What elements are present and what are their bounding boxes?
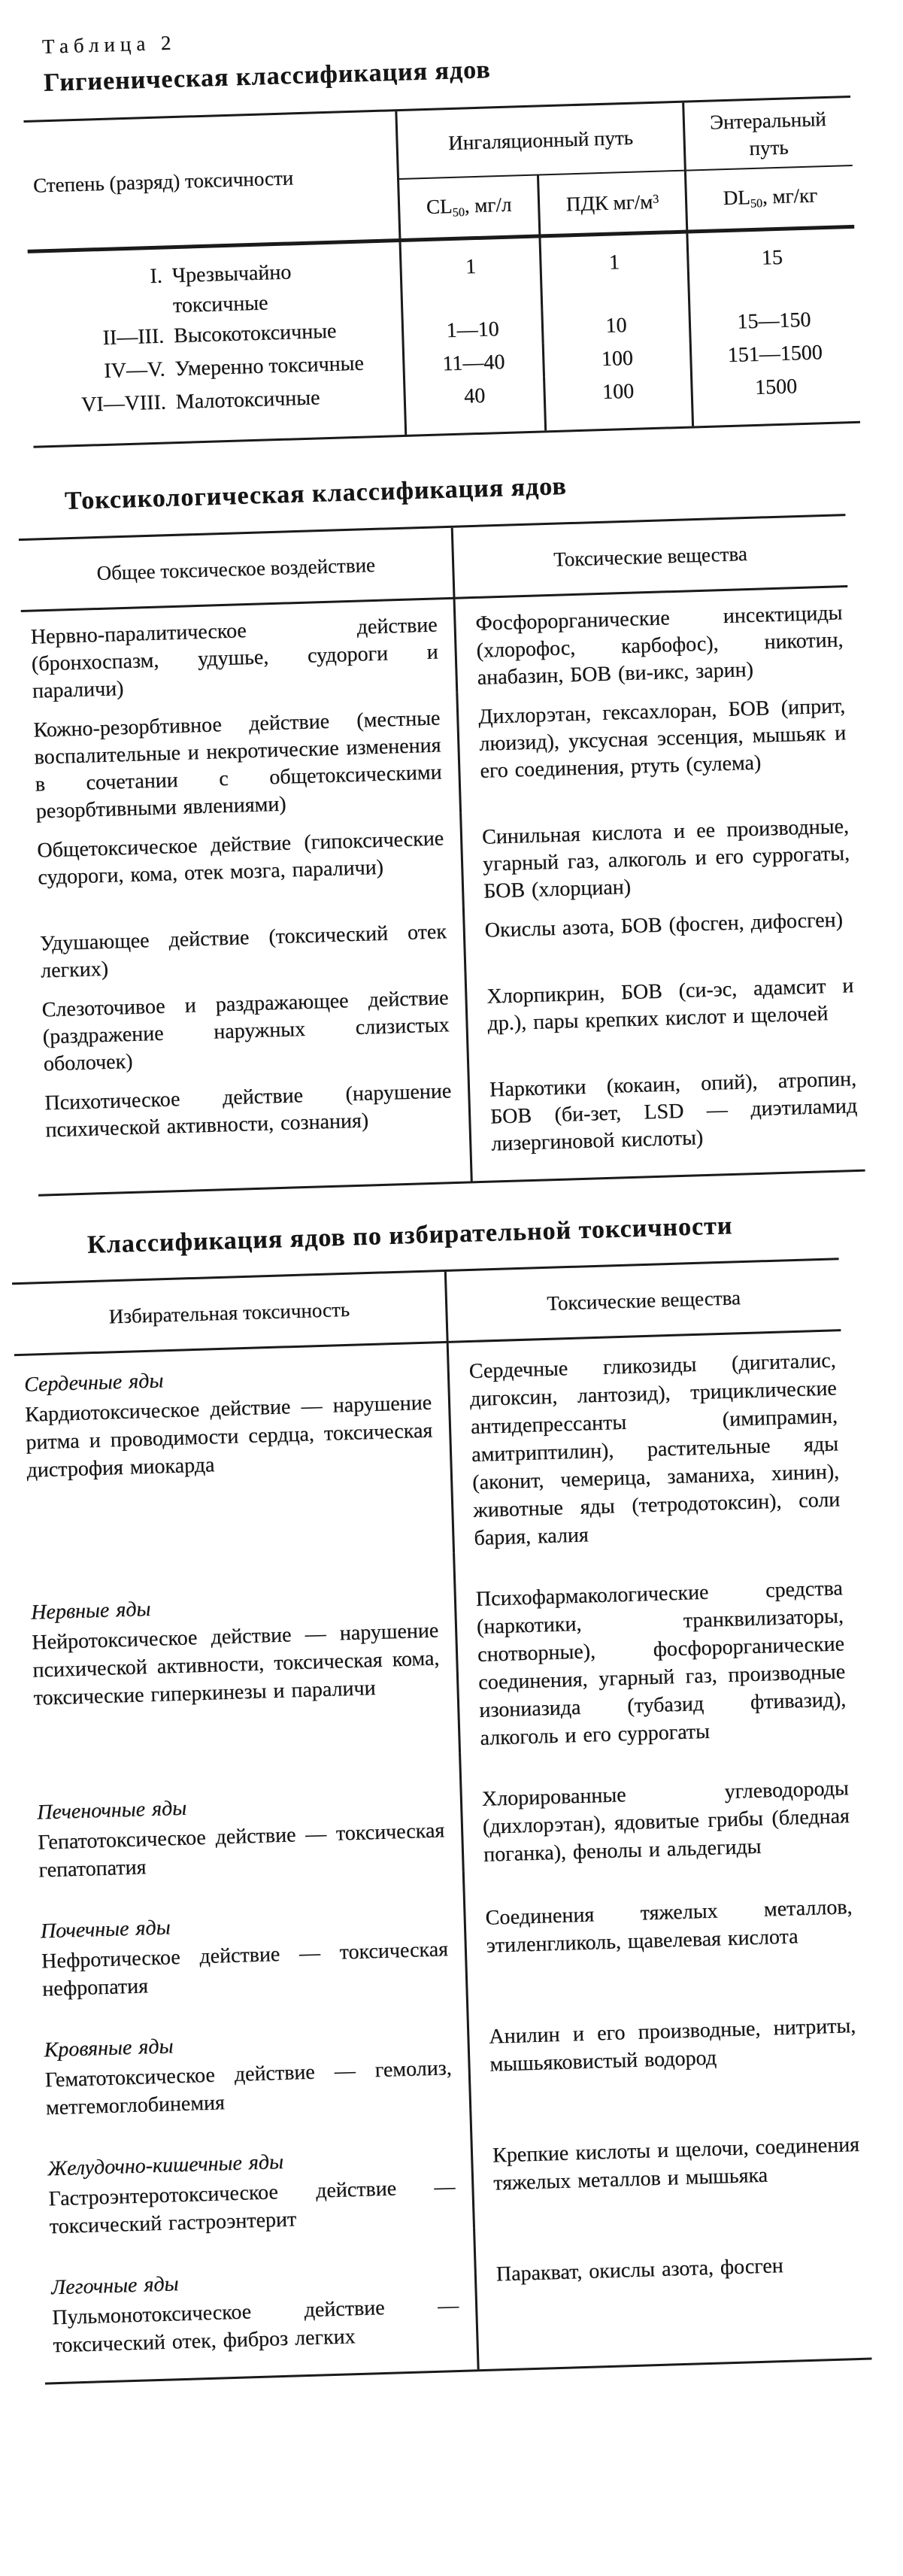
selective-toxicity-table xyxy=(12,1258,872,2384)
header-dl50 xyxy=(686,166,854,234)
poison-group-name: Сердечные яды xyxy=(23,1369,164,1397)
poison-group-action: Пульмонотоксическое действие — токсический отек, фиброз легких xyxy=(51,2294,459,2358)
pdk-value: 100 xyxy=(545,372,694,430)
dl50-value: 1500 xyxy=(754,375,798,399)
toxicity-class-name: Умеренно токсичные xyxy=(174,351,365,381)
table-row xyxy=(32,381,407,446)
substances-cell: Крепкие кислоты и щелочи, соединения тяжелых металлов и мышьяка xyxy=(492,2132,860,2195)
cl50-value: 40 xyxy=(405,376,547,435)
dl50-symbol: DL xyxy=(723,186,751,210)
poison-group-action: Гастроэнтеротоксическое действие — токсический гастроэнтерит xyxy=(48,2175,456,2239)
dl50-value: 15 xyxy=(761,245,783,270)
poison-group-cell xyxy=(41,2228,479,2382)
substances-cell: Наркотики (кокаин, опий), атропин, БОВ (би-зет, LSD — диэтиламид лизергиновой кислоты) xyxy=(489,1067,858,1156)
substances-cell: Сердечные гликозиды (дигиталис, дигоксин, лантозид), трициклические антидепрессанты (имипрамин, амитриптилин), растительные яды (аконит, чемерица, заманиха, хинин), животные яды (тетродотоксин), соли бария, калия xyxy=(468,1349,841,1550)
substances-cell: Психофармакологические средства (наркотики, транквилизаторы, снотворные), фосфорорганические соединения, угарный газ, производные изониазида (тубазид фтивазид), алкоголь и его суррогаты xyxy=(475,1576,847,1750)
header-pdk xyxy=(539,171,688,238)
substances-cell: Анилин и его производные, нитриты, мышьяковистый водород xyxy=(488,2014,856,2077)
toxicity-class-name: Чрезвычайно токсичные xyxy=(171,260,292,318)
header-degree-of-toxicity: Степень (разряд) токсичности xyxy=(24,111,402,253)
header-cl50 xyxy=(399,175,541,242)
substances-cell: Хлорированные углеводороды (дихлорэтан), ядовитые грибы (бледная поганка), фенолы и альдегиды xyxy=(481,1776,850,1867)
header-toxic-substances: Токсические вещества xyxy=(453,516,848,599)
substances-cell: Соединения тяжелых металлов, этиленгликоль, щавелевая кислота xyxy=(485,1895,853,1958)
cl50-value: 1—10 xyxy=(403,310,544,347)
toxic-effect-cell: Нервно-паралитическое действие (бронхоспазм, удушье, судороги и параличи) xyxy=(21,599,458,705)
toxic-effect-cell: Удушающее действие (токсический отек легких) xyxy=(30,906,466,985)
cl50-symbol: CL xyxy=(426,195,453,219)
pdk-value: 100 xyxy=(544,338,692,376)
cl50-unit: , мг/л xyxy=(464,193,512,217)
cl50-value: 11—40 xyxy=(405,343,545,381)
header-toxic-substances: Токсические вещества xyxy=(447,1260,841,1343)
poison-group-action: Гепатотоксическое действие — токсическая гепатопатия xyxy=(37,1819,445,1883)
cl50-subscript: 50 xyxy=(452,205,465,220)
toxic-effect-cell: Слезоточивое и раздражающее действие (раздражение наружных слизистых оболочек) xyxy=(32,972,469,1078)
poison-group-action: Нефротическое действие — токсическая нефропатия xyxy=(41,1937,449,2001)
toxic-effect-cell: Кожно-резорбтивное действие (местные воспалительные и некротические изменения в сочетании с общетоксическими резорбтивными явлениями) xyxy=(24,693,462,826)
header-general-toxic-effect: Общее токсическое воздействие xyxy=(19,528,456,612)
poison-group-cell xyxy=(14,1343,455,1566)
toxicity-class-numeral: I. xyxy=(149,264,163,289)
cl50-value: 1 xyxy=(402,238,544,314)
poison-group-cell xyxy=(30,1872,468,2004)
poison-group-name: Печеночные яды xyxy=(36,1796,187,1825)
pdk-value: 1 xyxy=(541,234,690,311)
header-selective-toxicity: Избирательная токсичность xyxy=(12,1272,449,1356)
pdk-superscript: 3 xyxy=(652,191,659,206)
dl50-unit: , мг/кг xyxy=(762,184,818,208)
section3-title: Классификация ядов по избирательной токсичности xyxy=(86,1212,733,1259)
poison-group-action: Гематотоксическое действие — гемолиз, метгемоглобинемия xyxy=(44,2056,453,2120)
toxicity-class-numeral: II—III. xyxy=(102,324,165,350)
poison-group-action: Нейротоксическое действие — нарушение психической активности, токсическая кома, токсические гиперкинезы и параличи xyxy=(31,1619,440,1710)
toxicity-class-name: Высокотоксичные xyxy=(173,319,337,348)
poison-group-cell xyxy=(20,1553,461,1766)
substances-cell: Фосфорорганические инсектициды (хлорофос, карбофос), никотин, анабазин, БОВ (ви-икс, зарин) xyxy=(475,601,844,690)
poison-group-cell xyxy=(26,1753,464,1885)
hygienic-classification-table xyxy=(23,96,860,448)
dl50-value: 15—150 xyxy=(736,308,811,334)
substances-cell: Синильная кислота и ее производные, угарный газ, алкоголь и его суррогаты, БОВ (хлорциан) xyxy=(481,815,850,903)
substances-cell: Дихлорэтан, гексахлоран, БОВ (иприт, люизид), уксусная эссенция, мышьяк и его соединения, ртуть (сулема) xyxy=(477,694,847,783)
pdk-symbol: ПДК мг/м xyxy=(565,190,653,215)
poison-group-name: Нервные яды xyxy=(30,1597,151,1625)
toxic-effect-cell: Общетоксическое действие (гипоксические судороги, кома, отек мозга, параличи) xyxy=(27,813,464,919)
poison-group-name: Кровяные яды xyxy=(44,2034,174,2062)
poison-group-action: Кардиотоксическое действие — нарушение ритма и проводимости сердца, токсическая дистрофия миокарда xyxy=(24,1391,433,1482)
table-row xyxy=(28,242,404,326)
table-caption: Таблица 2 xyxy=(41,31,177,58)
toxic-effect-cell: Психотическое действие (нарушение психической активности, сознания) xyxy=(35,1065,472,1194)
substances-cell: Окислы азота, БОВ (фосген, дифосген) xyxy=(484,908,844,942)
toxicity-class-name: Малотоксичные xyxy=(175,386,320,414)
header-inhalation-route: Ингаляционный путь xyxy=(397,103,686,180)
section2-title: Токсикологическая классификация ядов xyxy=(64,472,568,515)
toxicological-classification-table xyxy=(19,514,865,1197)
section1-title: Гигиеническая классификация ядов xyxy=(43,56,492,97)
poison-group-name: Почечные яды xyxy=(40,1916,171,1943)
poison-group-name: Желудочно-кишечные яды xyxy=(47,2150,284,2181)
pdk-value: 10 xyxy=(543,305,691,343)
poison-group-cell xyxy=(34,1990,471,2122)
substances-cell: Хлорпикрин, БОВ (си-эс, адамсит и др.), пары крепких кислот и щелочей xyxy=(486,974,854,1036)
header-enteral-route: Энтеральный путь xyxy=(684,98,853,171)
dl50-value: 151—1500 xyxy=(727,341,823,368)
toxicity-class-numeral: IV—V. xyxy=(103,357,165,383)
poison-group-cell xyxy=(38,2109,475,2241)
dl50-subscript: 50 xyxy=(750,196,763,211)
poison-group-name: Легочные яды xyxy=(50,2272,179,2300)
toxicity-class-numeral: VI—VIII. xyxy=(80,390,167,417)
substances-cell: Паракват, окислы азота, фосген xyxy=(495,2254,784,2286)
